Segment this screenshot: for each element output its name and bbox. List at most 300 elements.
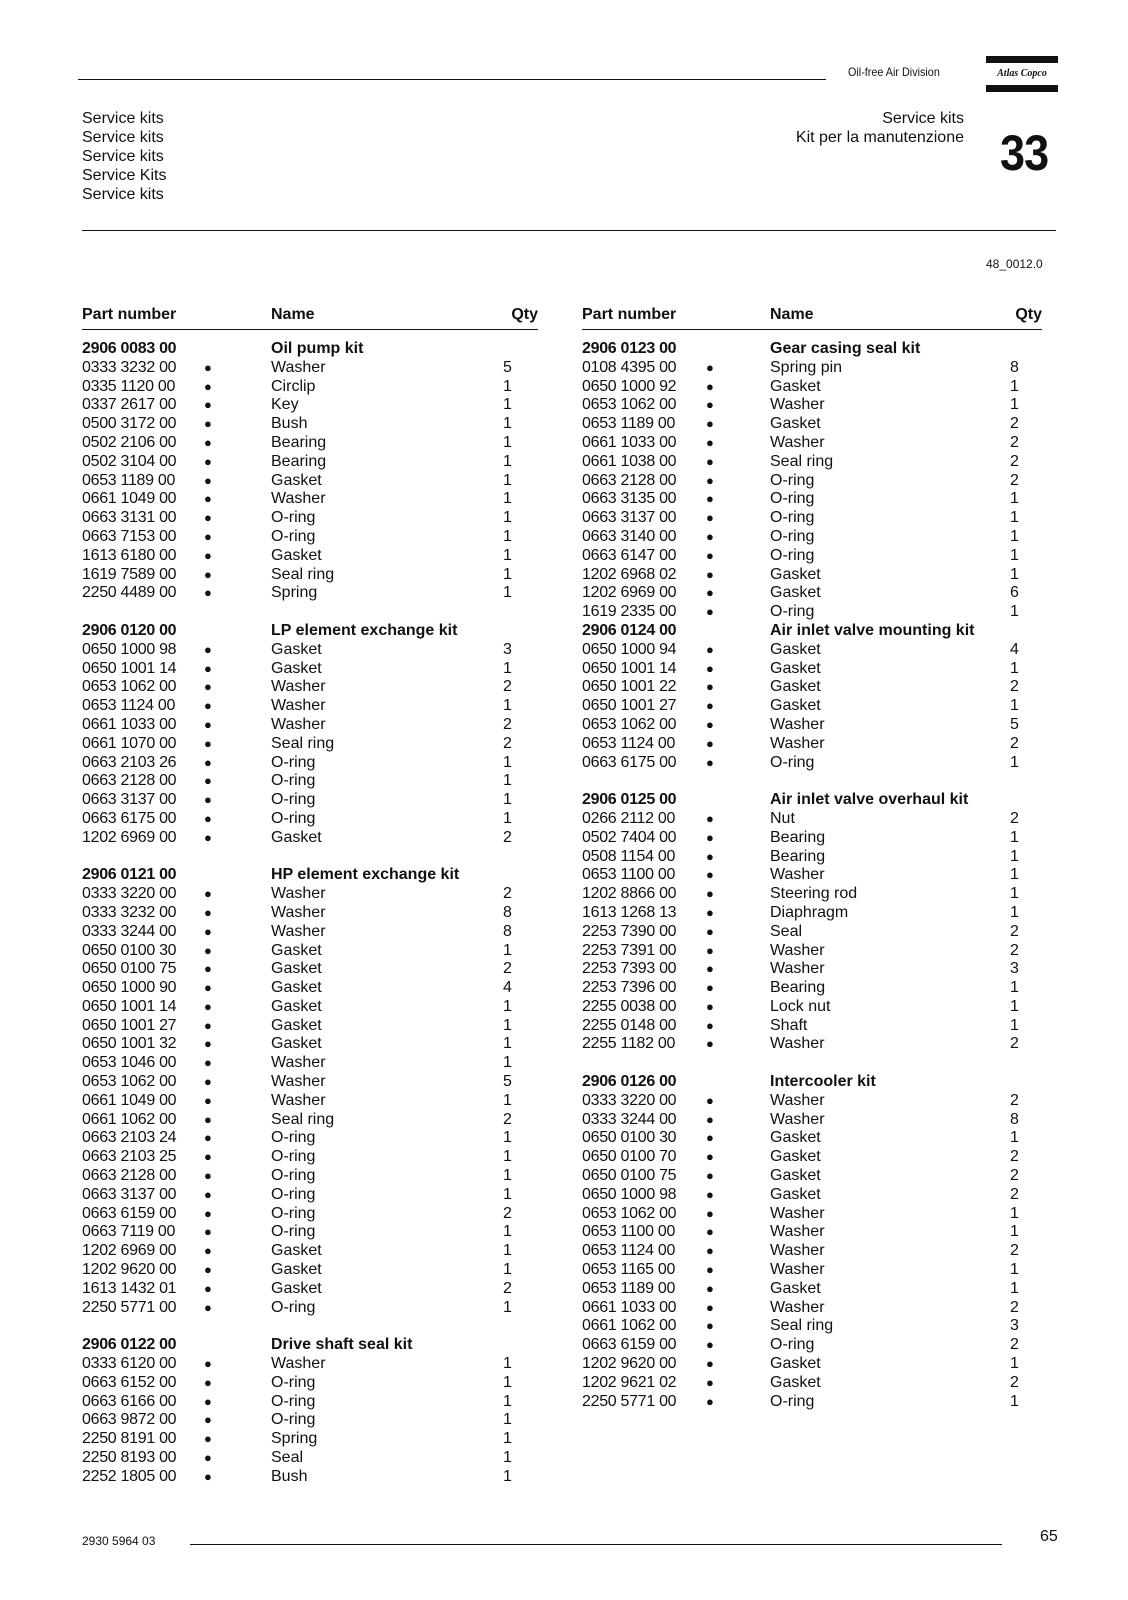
bullet-icon: ● <box>204 1299 212 1315</box>
kit-spacer <box>82 1317 538 1336</box>
left-parts-table <box>82 303 538 1487</box>
part-name: Washer <box>770 1298 825 1316</box>
bullet-icon: ● <box>706 679 714 695</box>
left-title: Service kits <box>82 186 164 203</box>
part-number: 0650 1000 94 <box>582 640 677 658</box>
part-qty: 1 <box>503 1373 512 1391</box>
part-number: 0663 2128 00 <box>582 471 677 489</box>
kit-name: LP element exchange kit <box>271 621 458 639</box>
part-row <box>82 1129 538 1148</box>
part-number: 0650 1000 90 <box>82 979 177 997</box>
part-number-header: Part number <box>582 306 677 323</box>
part-number: 0663 3140 00 <box>582 527 677 545</box>
part-number: 0663 2103 25 <box>82 1148 177 1166</box>
part-name: O-ring <box>271 1373 316 1391</box>
bullet-icon: ● <box>706 472 714 488</box>
part-qty: 1 <box>503 753 512 771</box>
kit-header-row <box>582 1073 1042 1092</box>
brand-logo-text: Atlas Copco <box>997 68 1047 79</box>
part-name: Washer <box>271 678 326 696</box>
part-number: 0650 0100 75 <box>82 960 177 978</box>
part-qty: 8 <box>503 922 512 940</box>
part-row <box>582 660 1042 679</box>
part-name: O-ring <box>770 490 815 508</box>
part-number: 0650 1000 98 <box>582 1185 677 1203</box>
part-name: Seal ring <box>271 734 335 752</box>
part-number: 0663 6166 00 <box>82 1392 177 1410</box>
part-row <box>82 490 538 509</box>
part-number: 0663 2103 24 <box>82 1129 177 1147</box>
part-number: 1202 6969 00 <box>82 828 177 846</box>
bullet-icon: ● <box>706 904 714 920</box>
right-title: Service kits <box>882 110 964 127</box>
part-qty: 8 <box>503 903 512 921</box>
kit-part-number: 2906 0083 00 <box>82 340 177 357</box>
name-header: Name <box>770 306 814 323</box>
bullet-icon: ● <box>204 547 212 563</box>
part-name: O-ring <box>271 753 316 771</box>
part-number: 0650 0100 75 <box>582 1167 677 1185</box>
part-qty: 1 <box>503 1355 512 1373</box>
bullet-icon: ● <box>706 1374 714 1390</box>
part-name: Seal ring <box>770 452 834 470</box>
part-row <box>82 678 538 697</box>
part-row <box>582 1092 1042 1111</box>
kit-spacer <box>82 603 538 622</box>
bullet-icon: ● <box>706 754 714 770</box>
kit-header-row <box>82 622 538 641</box>
part-qty: 1 <box>503 697 512 715</box>
part-number: 1613 1432 01 <box>82 1279 177 1297</box>
part-number: 0653 1046 00 <box>82 1054 177 1072</box>
part-number: 0653 1062 00 <box>582 396 677 414</box>
left-title: Service kits <box>82 129 164 146</box>
part-qty: 8 <box>1010 358 1019 376</box>
bullet-icon: ● <box>204 641 212 657</box>
part-row <box>82 1073 538 1092</box>
part-name: Washer <box>770 866 825 884</box>
part-number: 0663 7119 00 <box>82 1223 176 1241</box>
part-name: O-ring <box>271 509 316 527</box>
bullet-icon: ● <box>204 491 212 507</box>
part-row <box>582 1186 1042 1205</box>
part-qty: 1 <box>1010 1392 1019 1410</box>
part-qty: 1 <box>503 509 512 527</box>
bullet-icon: ● <box>706 1393 714 1409</box>
part-qty: 1 <box>503 1261 512 1279</box>
part-qty: 4 <box>1010 640 1019 658</box>
part-name: Seal <box>271 1449 304 1467</box>
part-number: 0663 3137 00 <box>82 791 177 809</box>
bullet-icon: ● <box>706 698 714 714</box>
part-number: 1619 2335 00 <box>582 603 677 621</box>
bullet-icon: ● <box>204 397 212 413</box>
part-row <box>82 415 538 434</box>
part-row <box>582 1017 1042 1036</box>
part-qty: 1 <box>503 1054 512 1072</box>
document-reference: 48_0012.0 <box>986 257 1043 271</box>
part-qty: 1 <box>1010 565 1019 583</box>
bullet-icon: ● <box>706 810 714 826</box>
part-qty: 2 <box>1010 1167 1019 1185</box>
part-qty: 2 <box>503 960 512 978</box>
part-name: O-ring <box>271 1392 316 1410</box>
part-number: 0653 1124 00 <box>582 734 676 752</box>
part-number: 0333 3232 00 <box>82 358 177 376</box>
table-header <box>82 303 538 330</box>
part-row <box>82 378 538 397</box>
part-row <box>82 829 538 848</box>
part-number: 0661 1038 00 <box>582 452 677 470</box>
part-number: 0335 1120 00 <box>82 377 176 395</box>
part-number: 0650 1001 27 <box>582 697 677 715</box>
part-row <box>582 1393 1042 1412</box>
bullet-icon: ● <box>204 810 212 826</box>
part-qty: 1 <box>503 452 512 470</box>
section-rule <box>82 230 1056 231</box>
part-name: O-ring <box>271 1411 316 1429</box>
part-number: 0650 0100 70 <box>582 1148 677 1166</box>
part-row <box>82 1092 538 1111</box>
part-name: O-ring <box>271 772 316 790</box>
part-number: 0650 1001 22 <box>582 678 677 696</box>
part-qty: 1 <box>503 791 512 809</box>
part-row <box>582 810 1042 829</box>
bullet-icon: ● <box>204 961 212 977</box>
part-number: 0663 6152 00 <box>82 1373 177 1391</box>
part-qty: 1 <box>1010 866 1019 884</box>
part-qty: 1 <box>1010 509 1019 527</box>
bullet-icon: ● <box>706 528 714 544</box>
part-name: Washer <box>770 715 825 733</box>
part-number: 0650 1000 98 <box>82 640 177 658</box>
part-name: O-ring <box>271 1223 316 1241</box>
part-row <box>82 885 538 904</box>
part-name: Washer <box>770 1110 825 1128</box>
part-name: Washer <box>770 1223 825 1241</box>
part-qty: 2 <box>1010 433 1019 451</box>
part-qty: 2 <box>503 1110 512 1128</box>
part-qty: 1 <box>1010 546 1019 564</box>
part-number: 0508 1154 00 <box>582 847 676 865</box>
part-qty: 1 <box>1010 603 1019 621</box>
part-row <box>582 453 1042 472</box>
part-qty: 2 <box>1010 415 1019 433</box>
part-number: 0333 6120 00 <box>82 1355 177 1373</box>
part-row <box>582 1242 1042 1261</box>
part-row <box>582 1299 1042 1318</box>
part-qty: 2 <box>1010 922 1019 940</box>
part-name: Gasket <box>770 1129 821 1147</box>
part-row <box>82 1035 538 1054</box>
bullet-icon: ● <box>706 660 714 676</box>
part-row <box>582 641 1042 660</box>
part-name: Gasket <box>770 1167 821 1185</box>
part-qty: 3 <box>1010 1317 1019 1335</box>
part-qty: 2 <box>1010 1242 1019 1260</box>
part-qty: 2 <box>1010 1035 1019 1053</box>
part-qty: 1 <box>503 527 512 545</box>
part-number: 1202 9620 00 <box>82 1261 177 1279</box>
part-qty: 8 <box>1010 1110 1019 1128</box>
kit-name: Intercooler kit <box>770 1073 876 1091</box>
bullet-icon: ● <box>706 1205 714 1221</box>
part-name: Gasket <box>271 640 322 658</box>
part-number: 0663 6175 00 <box>582 753 677 771</box>
kit-part-number: 2906 0124 00 <box>582 621 677 639</box>
bullet-icon: ● <box>204 923 212 939</box>
part-name: Nut <box>770 809 795 827</box>
part-row <box>582 378 1042 397</box>
part-row <box>82 697 538 716</box>
part-row <box>82 772 538 791</box>
kit-header-row <box>82 1336 538 1355</box>
part-qty: 3 <box>503 640 512 658</box>
part-number: 0663 2128 00 <box>82 1167 177 1185</box>
kit-name: Air inlet valve overhaul kit <box>770 791 969 809</box>
bullet-icon: ● <box>706 453 714 469</box>
kit-header-row <box>82 866 538 885</box>
part-qty: 1 <box>1010 885 1019 903</box>
part-qty: 1 <box>1010 490 1019 508</box>
bullet-icon: ● <box>204 359 212 375</box>
part-number: 0653 1062 00 <box>82 678 177 696</box>
part-name: Gasket <box>271 546 322 564</box>
part-qty: 1 <box>503 1411 512 1429</box>
part-name: Gasket <box>271 960 322 978</box>
table-header <box>582 303 1042 330</box>
bullet-icon: ● <box>204 1280 212 1296</box>
bullet-icon: ● <box>706 1318 714 1334</box>
bullet-icon: ● <box>204 698 212 714</box>
part-row <box>582 678 1042 697</box>
bullet-icon: ● <box>204 792 212 808</box>
part-number: 2250 5771 00 <box>582 1392 677 1410</box>
part-number: 0650 1001 14 <box>82 997 177 1015</box>
part-name: Washer <box>271 885 326 903</box>
part-row <box>82 1280 538 1299</box>
bullet-icon: ● <box>706 378 714 394</box>
part-number: 0663 7153 00 <box>82 527 177 545</box>
bullet-icon: ● <box>706 1280 714 1296</box>
part-number: 0663 2128 00 <box>82 772 177 790</box>
kit-name: Drive shaft seal kit <box>271 1336 413 1354</box>
part-name: Gasket <box>770 1279 821 1297</box>
kit-name: Oil pump kit <box>271 340 364 357</box>
bullet-icon: ● <box>706 829 714 845</box>
bullet-icon: ● <box>204 773 212 789</box>
part-qty: 1 <box>503 1016 512 1034</box>
part-name: Washer <box>271 490 326 508</box>
part-qty: 1 <box>503 997 512 1015</box>
part-row <box>582 998 1042 1017</box>
part-qty: 1 <box>503 1035 512 1053</box>
left-title: Service kits <box>82 148 164 165</box>
part-row <box>582 1111 1042 1130</box>
bullet-icon: ● <box>204 378 212 394</box>
part-name: O-ring <box>271 1185 316 1203</box>
bullet-icon: ● <box>204 735 212 751</box>
part-name: Washer <box>271 1355 326 1373</box>
part-number: 0653 1189 00 <box>82 471 176 489</box>
bullet-icon: ● <box>204 434 212 450</box>
part-qty: 1 <box>503 377 512 395</box>
part-row <box>582 904 1042 923</box>
part-number: 0502 3104 00 <box>82 452 177 470</box>
part-number: 0333 3220 00 <box>82 885 177 903</box>
part-number: 0663 6175 00 <box>82 809 177 827</box>
bullet-icon: ● <box>706 923 714 939</box>
bullet-icon: ● <box>204 1130 212 1146</box>
bullet-icon: ● <box>204 1243 212 1259</box>
part-qty: 2 <box>1010 734 1019 752</box>
part-name: Washer <box>271 1073 326 1091</box>
part-row <box>82 1054 538 1073</box>
part-number: 0653 1189 00 <box>582 415 676 433</box>
bullet-icon: ● <box>204 1431 212 1447</box>
part-number: 0661 1033 00 <box>82 715 177 733</box>
part-name: Seal ring <box>770 1317 834 1335</box>
part-qty: 1 <box>1010 847 1019 865</box>
part-qty: 1 <box>503 1449 512 1467</box>
footer-rule <box>190 1544 1002 1545</box>
part-row <box>82 1242 538 1261</box>
part-row <box>82 960 538 979</box>
part-qty: 1 <box>1010 659 1019 677</box>
bullet-icon: ● <box>204 1036 212 1052</box>
part-name: Gasket <box>271 1016 322 1034</box>
part-qty: 1 <box>1010 1279 1019 1297</box>
part-row <box>82 1148 538 1167</box>
kit-name: Gear casing seal kit <box>770 340 921 357</box>
bullet-icon: ● <box>204 1262 212 1278</box>
part-row <box>582 528 1042 547</box>
bullet-icon: ● <box>204 416 212 432</box>
part-row <box>582 942 1042 961</box>
bullet-icon: ● <box>706 416 714 432</box>
part-row <box>582 1280 1042 1299</box>
part-number: 0663 6147 00 <box>582 546 677 564</box>
footer-document-code: 2930 5964 03 <box>82 1534 156 1548</box>
part-qty: 1 <box>1010 1355 1019 1373</box>
part-number: 0500 3172 00 <box>82 415 177 433</box>
part-row <box>82 998 538 1017</box>
part-name: Washer <box>770 941 825 959</box>
part-name: Washer <box>770 960 825 978</box>
part-name: Washer <box>271 903 326 921</box>
part-qty: 1 <box>1010 753 1019 771</box>
part-row <box>582 1167 1042 1186</box>
part-row <box>582 396 1042 415</box>
part-qty: 1 <box>1010 1223 1019 1241</box>
part-name: Spring <box>271 1430 318 1448</box>
part-name: Gasket <box>770 1373 821 1391</box>
part-qty: 2 <box>503 678 512 696</box>
bullet-icon: ● <box>204 1017 212 1033</box>
header-rule <box>78 79 826 80</box>
part-name: Gasket <box>770 697 821 715</box>
part-qty: 1 <box>503 1129 512 1147</box>
part-number: 0663 3131 00 <box>82 509 177 527</box>
part-qty: 5 <box>503 358 512 376</box>
part-qty: 1 <box>503 1392 512 1410</box>
part-name: O-ring <box>271 1298 316 1316</box>
part-name: Gasket <box>770 565 821 583</box>
part-name: O-ring <box>271 527 316 545</box>
part-name: Washer <box>271 1091 326 1109</box>
left-table-body <box>82 340 538 1487</box>
part-row <box>82 1017 538 1036</box>
part-number: 2253 7391 00 <box>582 941 677 959</box>
bullet-icon: ● <box>204 1168 212 1184</box>
part-row <box>582 1336 1042 1355</box>
left-title: Service kits <box>82 110 164 127</box>
part-qty: 2 <box>1010 471 1019 489</box>
part-qty: 3 <box>1010 960 1019 978</box>
bullet-icon: ● <box>706 716 714 732</box>
part-name: Washer <box>770 1261 825 1279</box>
bullet-icon: ● <box>204 566 212 582</box>
part-qty: 2 <box>1010 678 1019 696</box>
part-number: 1202 6968 02 <box>582 565 677 583</box>
part-number: 2250 5771 00 <box>82 1298 177 1316</box>
bullet-icon: ● <box>706 980 714 996</box>
part-number: 0661 1033 00 <box>582 433 677 451</box>
right-table-body <box>582 340 1042 1411</box>
part-qty: 1 <box>1010 377 1019 395</box>
kit-spacer <box>582 1054 1042 1073</box>
bullet-icon: ● <box>706 1356 714 1372</box>
part-name: Bearing <box>271 452 327 470</box>
part-number: 0653 1189 00 <box>582 1279 676 1297</box>
kit-header-row <box>82 340 538 359</box>
bullet-icon: ● <box>706 1186 714 1202</box>
part-qty: 1 <box>503 546 512 564</box>
part-row <box>82 528 538 547</box>
part-row <box>82 1411 538 1430</box>
part-name: Gasket <box>770 377 821 395</box>
bullet-icon: ● <box>204 998 212 1014</box>
qty-header: Qty <box>1015 306 1042 323</box>
bullet-icon: ● <box>204 453 212 469</box>
part-number: 0650 1001 14 <box>582 659 677 677</box>
part-row <box>82 1430 538 1449</box>
part-qty: 2 <box>1010 1298 1019 1316</box>
part-qty: 1 <box>1010 1016 1019 1034</box>
part-row <box>82 810 538 829</box>
left-title-block <box>82 109 166 204</box>
part-row <box>582 472 1042 491</box>
part-row <box>82 942 538 961</box>
part-qty: 1 <box>503 1430 512 1448</box>
bullet-icon: ● <box>706 1337 714 1353</box>
part-row <box>582 1129 1042 1148</box>
part-number: 1202 8866 00 <box>582 885 677 903</box>
bullet-icon: ● <box>706 735 714 751</box>
bullet-icon: ● <box>706 1224 714 1240</box>
part-name: O-ring <box>770 509 815 527</box>
bullet-icon: ● <box>204 1356 212 1372</box>
part-row <box>582 547 1042 566</box>
bullet-icon: ● <box>706 585 714 601</box>
division-label: Oil-free Air Division <box>848 65 940 79</box>
bullet-icon: ● <box>204 1092 212 1108</box>
part-number: 0650 0100 30 <box>82 941 177 959</box>
part-qty: 1 <box>503 584 512 602</box>
part-qty: 1 <box>1010 828 1019 846</box>
part-row <box>582 1223 1042 1242</box>
part-number: 0108 4395 00 <box>582 358 677 376</box>
